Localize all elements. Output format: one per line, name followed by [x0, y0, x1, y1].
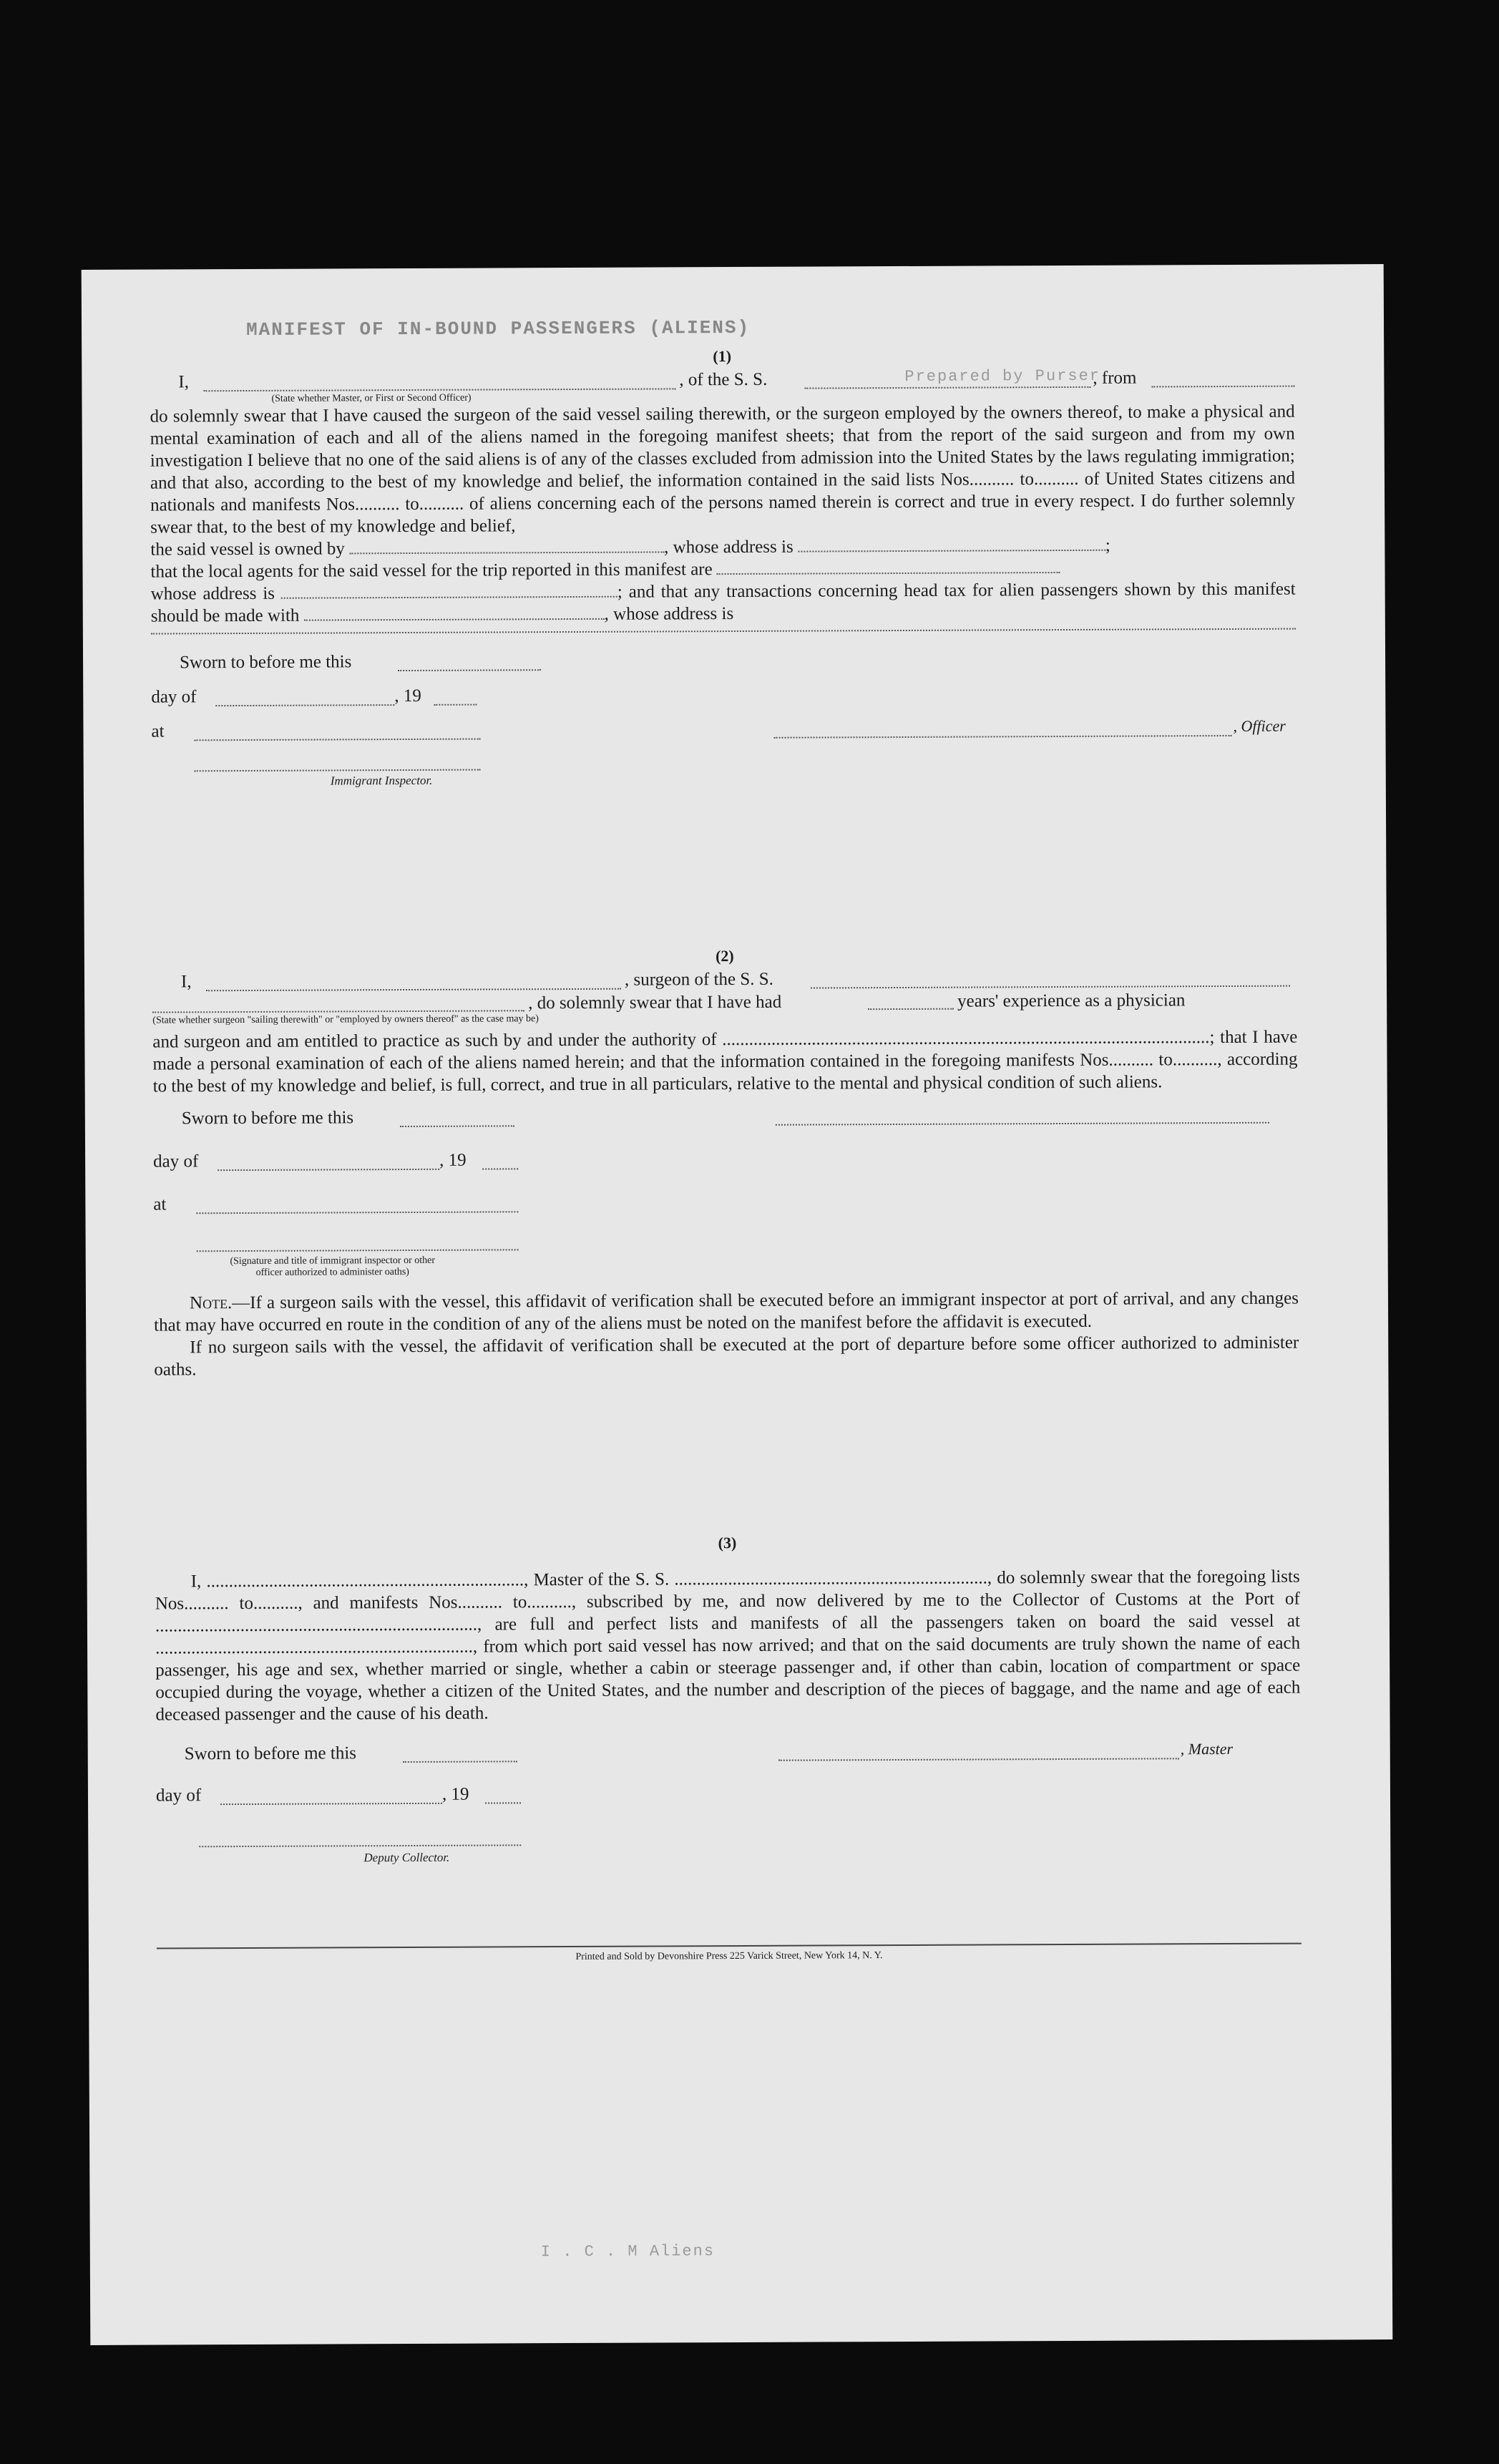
surgeon-signature-field[interactable]	[776, 1108, 1269, 1126]
officer-signature-field[interactable]	[773, 721, 1231, 739]
s3-year-field[interactable]	[485, 1788, 521, 1803]
s1-sworn-label: Sworn to before me this	[180, 652, 352, 673]
surgeon-name-field[interactable]	[206, 974, 621, 992]
s1-local-agents: that the local agents for the said vessel for the trip reported in this manifest are	[150, 560, 713, 582]
s2-year-field[interactable]	[482, 1154, 518, 1169]
section-2	[152, 945, 1299, 1381]
surgeon-status-field[interactable]	[152, 995, 524, 1013]
s2-years-label: years' experience as a physician	[957, 990, 1186, 1011]
bleed-through-bottom: I . C . M Aliens	[540, 2242, 716, 2261]
s3-master-label: , Master	[1180, 1739, 1234, 1758]
s1-at-field[interactable]	[194, 724, 480, 741]
s1-owned-by: the said vessel is owned by	[150, 539, 345, 560]
s1-transactions: ; and that any transactions concerning head tax for alien passengers shown by this manifest should be made with	[150, 579, 1296, 626]
s1-i-label: I,	[178, 372, 190, 392]
s1-from-label: , from	[1093, 368, 1137, 388]
s1-year-label: , 19	[394, 686, 421, 706]
s1-day-field[interactable]	[215, 690, 394, 706]
s2-signature-caption: (Signature and title of immigrant inspector or other officer authorized to administer oaths)	[230, 1255, 436, 1278]
s2-caption: (State whether surgeon "sailing therewith" or "employed by owners thereof" as the case may be)	[152, 1013, 539, 1026]
bleed-through-header: MANIFEST OF IN-BOUND PASSENGERS (ALIENS)	[245, 316, 751, 341]
s1-year-field[interactable]	[434, 690, 477, 706]
s2-at-label: at	[153, 1194, 167, 1214]
document-page	[82, 264, 1393, 2345]
s2-at-field[interactable]	[196, 1197, 518, 1214]
head-tax-agent-field[interactable]	[304, 604, 605, 621]
s3-sworn-label: Sworn to before me this	[184, 1743, 357, 1764]
owner-field[interactable]	[349, 537, 664, 554]
note-text: —If a surgeon sails with the vessel, this affidavit of verification shall be executed before an immigrant inspector at port of arrival, and any changes that may have occurred en route in the condition of any of the aliens must be noted on the manifest before the affidavit is executed.	[154, 1288, 1299, 1335]
bleed-through-purser: Prepared by Purser	[904, 366, 1101, 386]
s1-whose-address: , whose address is	[664, 537, 794, 557]
s1-inspector-caption: Immigrant Inspector.	[330, 773, 433, 788]
s2-vessel-field[interactable]	[811, 971, 1290, 989]
section-3	[155, 1532, 1301, 1866]
inspector-signature-field[interactable]	[195, 755, 481, 772]
s2-body: and surgeon and am entitled to practice as such by and under the authority of .............................................................................................................; that I have made a personal examination of each of the aliens named herein; and that the information contained in the foregoing manifests Nos.......... to.........., according to the best of my knowledge and belief, is full, correct, and true in all particulars, relative to the mental and physical condition of such aliens.	[152, 1027, 1298, 1096]
section-1-number: (1)	[713, 347, 732, 366]
collector-signature-field[interactable]	[199, 1830, 521, 1847]
s3-collector-caption: Deputy Collector.	[363, 1850, 450, 1865]
officer-name-field[interactable]	[203, 374, 675, 391]
s1-sworn-date-field[interactable]	[398, 655, 541, 671]
s2-day-field[interactable]	[218, 1154, 439, 1171]
s1-of-ss-label: , of the S. S.	[679, 369, 768, 390]
note-label: Note.	[189, 1293, 233, 1313]
section-2-number: (2)	[715, 947, 734, 965]
s2-inspector-signature-field[interactable]	[197, 1235, 519, 1252]
s2-year-label: , 19	[439, 1150, 467, 1170]
owner-address-field[interactable]	[798, 535, 1105, 552]
s1-whose-address-2: whose address is	[150, 583, 275, 604]
s2-sworn-label: Sworn to before me this	[181, 1108, 354, 1129]
vessel-name-field[interactable]	[804, 372, 1090, 389]
printer-footer: Printed and Sold by Devonshire Press 225 Varick Street, New York 14, N. Y.	[157, 1943, 1302, 1965]
from-port-field[interactable]	[1151, 371, 1294, 388]
s3-day-of-label: day of	[155, 1786, 202, 1806]
years-experience-field[interactable]	[868, 994, 954, 1011]
s1-officer-label: , Officer	[1233, 716, 1286, 735]
section-1: (1) I, , of the S. S. , from (State whether Master, or First or Second Officer) do solemnly swear that I have caused the surgeon of the said vessel sailing therewith, or the surgeon employed by the owners thereof, to make a physical and mental examination of each and all of the aliens named in the foregoing manifest sheets; that from the report of the said surgeon and from my own investigation I believe that no one of the said aliens is of any of the classes excluded from admission into the United States by the laws regulating immigration; and that also, according to the best of my knowledge and belief, the information contained in the said lists Nos.......... to.......... of United States citizens and nationals and manifests Nos.......... to.......... of aliens concerning each of the persons named therein is correct and true in every respect. I do further solemnly swear that, to the best of my knowledge and belief, the said vessel is owned by , whose address is ; that the local agents for the said vessel for the trip reported in this manifest are whose address is ; and that any transactions concerning head tax for alien passengers shown by this manifest should be made with , whose address is Sworn to before me this day of , 19 at , Officer Immigrant Inspector.	[150, 345, 1297, 789]
s1-whose-address-3: , whose address is	[604, 604, 734, 624]
s1-body: do solemnly swear that I have caused the surgeon of the said vessel sailing therewith, or the surgeon employed by the owners thereof, to make a physical and mental examination of each and all of the aliens named in the foregoing manifest sheets; that from the report of the said surgeon and from my own investigation I believe that no one of the said aliens is of any of the classes excluded from admission into the United States by the laws regulating immigration; and that also, according to the best of my knowledge and belief, the information contained in the said lists Nos.......... to.......... of United States citizens and nationals and manifests Nos.......... to.......... of aliens concerning each of the persons named therein is correct and true in every respect. I do further solemnly swear that, to the best of my knowledge and belief,	[150, 401, 1296, 537]
s2-day-of-label: day of	[153, 1151, 199, 1172]
s1-caption: (State whether Master, or First or Second Officer)	[271, 392, 472, 404]
s3-sworn-date-field[interactable]	[403, 1746, 517, 1763]
s2-surgeon-of-label: , surgeon of the S. S.	[624, 969, 773, 990]
s2-swear-label: , do solemnly swear that I have had	[528, 992, 782, 1013]
s2-sworn-date-field[interactable]	[400, 1111, 514, 1127]
s3-day-field[interactable]	[220, 1788, 442, 1805]
note-text-2: If no surgeon sails with the vessel, the affidavit of verification shall be executed at the port of departure before some officer authorized to administer oaths.	[154, 1333, 1299, 1380]
local-agents-field[interactable]	[717, 557, 1060, 575]
section-3-number: (3)	[718, 1534, 737, 1552]
s3-body: I, ......................................................................., Master of the S. S. ......................................................................, do solemnly swear that the foregoing lists Nos.......... to.........., and manifests Nos.......... to.........., subscribed by me, and now delivered by me to the Collector of Customs at the Port of ........................................................................, are full and perfect lists and manifests of all the passengers taken on board the said vessel at ......................................................................., from which port said vessel has now arrived; and that on the said documents are truly shown the name of each passenger, his age and sex, whether married or single, whether a cabin or steerage passenger and, if other than cabin, location of compartment or space occupied during the voyage, whether a citizen of the United States, and the number and description of the pieces of baggage, and the name and age of each deceased passenger and the cause of his death.	[155, 1567, 1301, 1725]
agents-address-field[interactable]	[281, 582, 617, 599]
s1-day-of-label: day of	[151, 687, 197, 707]
s3-year-label: , 19	[441, 1784, 469, 1804]
master-signature-field[interactable]	[778, 1743, 1179, 1761]
s1-at-label: at	[151, 721, 165, 741]
s2-i-label: I,	[180, 972, 192, 992]
